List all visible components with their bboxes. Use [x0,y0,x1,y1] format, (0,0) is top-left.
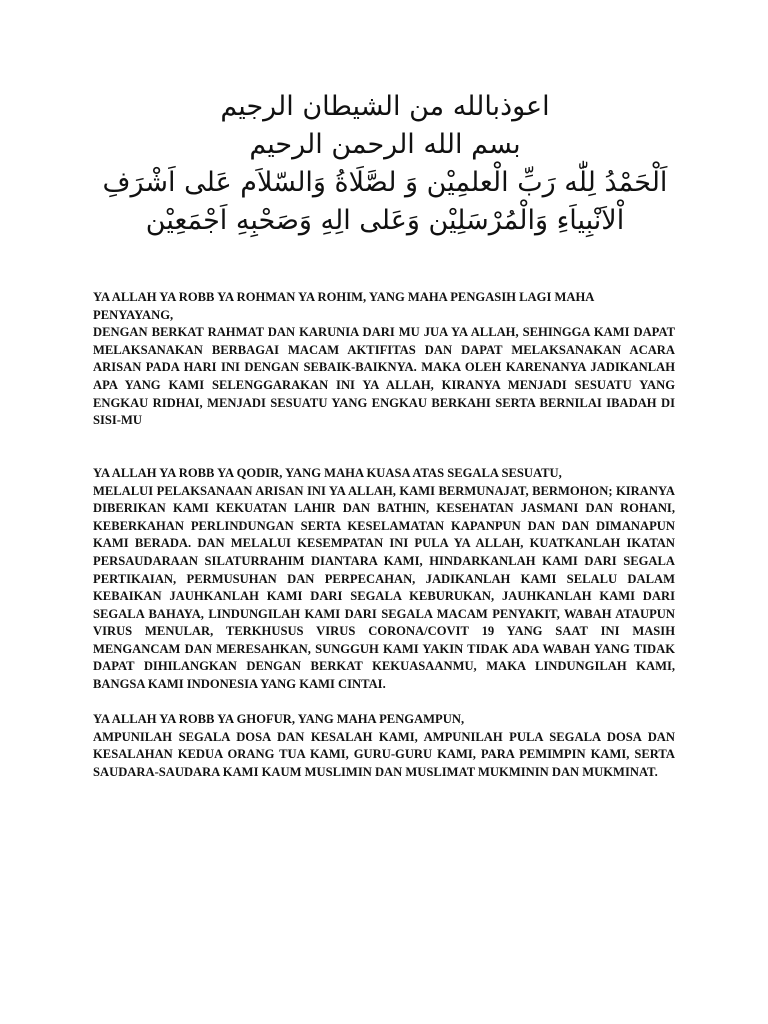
paragraph-text: MELALUI PELAKSANAAN ARISAN INI YA ALLAH, KAMI BERMUNAJAT, BERMOHON; KIRANYA DIBERIKAN KAMI KEKUATAN LAHIR DAN BATHIN, KESEHATAN JASMANI DAN ROHANI, KEBERKAHAN PERLINDUNGAN SERTA KESELAMATAN KAPANPUN DAN DAN DIMANAPUN KAMI BERADA. DAN MELALUI KESEMPATAN INI PULA YA ALLAH, KUATKANLAH IKATAN PERSAUDARAAN SILATURRAHIM DIANTARA KAMI, HINDARKANLAH KAMI DARI SEGALA PERTIKAIAN, PERMUSUHAN DAN PERPECAHAN, JADIKANLAH KAMI SELALU DALAM KEBAIKAN JAUHKANLAH KAMI DARI SEGALA KEBURUKAN, JAUHKANLAH KAMI DARI SEGALA BAHAYA, LINDUNGILAH KAMI DARI SEGALA MACAM PENYAKIT, WABAH ATAUPUN VIRUS MENULAR, TERKHUSUS VIRUS CORONA/COVIT 19 YANG SAAT INI MASIH MENGANCAM DAN MERESAHKAN, SUNGGUH KAMI YAKIN TIDAK ADA WABAH YANG TIDAK DAPAT DIHILANGKAN DENGAN BERKAT KEKUASAANMU, MAKA LINDUNGILAH KAMI, BANGSA KAMI INDONESIA YANG KAMI CINTAI. [93,483,675,692]
paragraph-3 [93,711,675,781]
paragraph-heading: YA ALLAH YA ROBB YA ROHMAN YA ROHIM, YANG MAHA PENGASIH LAGI MAHA PENYAYANG, [93,290,594,322]
paragraph-2 [93,465,675,694]
paragraph-spacer [93,694,675,712]
paragraph-spacer [93,447,675,465]
paragraph-heading: YA ALLAH YA ROBB YA QODIR, YANG MAHA KUASA ATAS SEGALA SESUATU, [93,465,562,480]
paragraph-text: DENGAN BERKAT RAHMAT DAN KARUNIA DARI MU JUA YA ALLAH, SEHINGGA KAMI DAPAT MELAKSANAKAN BERBAGAI MACAM AKTIFITAS DAN DAPAT MELAKSANAKAN ACARA ARISAN PADA HARI INI DENGAN SEBAIK-BAIKNYA. MAKA OLEH KARENANYA JADIKANLAH APA YANG KAMI SELENGGARAKAN INI YA ALLAH, KIRANYA MENJADI SESUATU YANG ENGKAU RIDHAI, MENJADI SESUATU YANG ENGKAU BERKAHI SERTA BERNILAI IBADAH DI SISI-MU [93,325,675,428]
arabic-opening [92,88,678,240]
paragraph-text: AMPUNILAH SEGALA DOSA DAN KESALAH KAMI, AMPUNILAH PULA SEGALA DOSA DAN KESALAHAN KEDUA ORANG TUA KAMI, GURU-GURU KAMI, PARA PEMIMPIN KAMI, SERTA SAUDARA-SAUDARA KAMI KAUM MUSLIMIN DAN MUSLIMAT MUKMININ DAN MUKMINAT. [93,729,675,780]
paragraph-heading: YA ALLAH YA ROBB YA GHOFUR, YANG MAHA PENGAMPUN, [93,712,465,727]
taawwudz-line: اعوذبالله من الشيطان الرجيم [220,91,550,122]
paragraph-1 [93,289,675,430]
hamdalah-line: اَلْحَمْدُ لِلّٰه رَبِّ الْعلمِيْن وَ لصَّلَاةُ وَالسّلاَم عَلى اَشْرَفِ اْلاَنْبِياَءِ وَالْمُرْسَلِيْن وَعَلى الِهِ وَصَحْبِهِ اَجْمَعِيْن [102,167,668,236]
paragraph-spacer [93,430,675,448]
prayer-body [93,289,675,782]
basmalah-line: بسم الله الرحمن الرحيم [249,129,521,160]
